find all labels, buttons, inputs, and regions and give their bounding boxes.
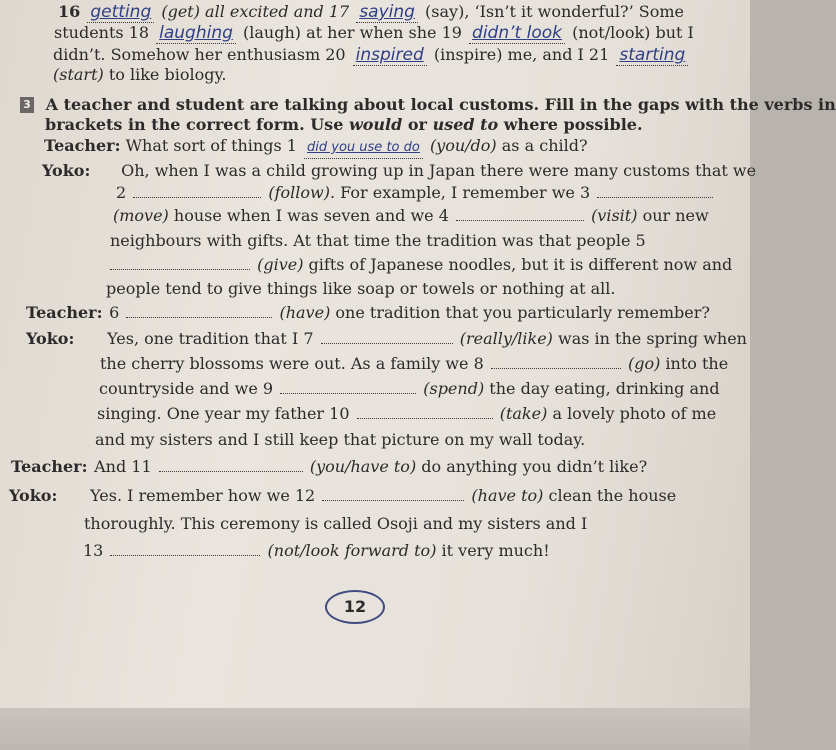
dialogue-line: [11, 457, 647, 477]
text: people tend to give things like soap or towels or nothing at all.: [106, 279, 616, 298]
exercise-instructions-line-2: [45, 115, 643, 135]
dialogue-line: [108, 255, 732, 275]
dialogue-line: [99, 379, 720, 399]
text: clean the house: [548, 486, 677, 505]
dialogue-line: [42, 161, 756, 181]
answer-gap[interactable]: [456, 207, 584, 221]
answer-gap[interactable]: [159, 458, 303, 472]
prev-exercise-line-2: [54, 23, 694, 44]
handwritten-answer[interactable]: getting: [87, 2, 154, 23]
instructions-keyword: would: [348, 115, 403, 134]
dialogue-line: [116, 183, 715, 203]
verb-hint: (move): [113, 206, 169, 225]
dialogue-line: [100, 354, 728, 374]
text: students 18: [54, 23, 150, 42]
verb-hint: (go): [627, 354, 661, 373]
answer-gap[interactable]: [133, 184, 261, 198]
answer-gap[interactable]: [357, 405, 493, 419]
dialogue-line: [106, 279, 616, 299]
instructions-keyword: used to: [432, 115, 499, 134]
instructions-text: where possible.: [503, 115, 643, 134]
text: And 11: [94, 457, 152, 476]
instructions-text: or: [407, 115, 427, 134]
verb-hint: (you/do): [429, 136, 497, 155]
answer-gap[interactable]: [280, 380, 416, 394]
instructions-text: A teacher and student are talking about local customs. Fill in the gaps with the verbs in: [45, 95, 836, 114]
page-number: 12: [325, 590, 385, 624]
text: our new: [642, 206, 709, 225]
prev-exercise-line-1: [58, 2, 684, 23]
gap-number: 2: [116, 183, 127, 202]
answer-gap[interactable]: [110, 256, 250, 270]
handwritten-answer[interactable]: inspired: [353, 45, 427, 66]
text: (not/look) but I: [572, 23, 694, 42]
answer-gap[interactable]: [110, 542, 260, 556]
answer-gap[interactable]: [491, 355, 621, 369]
answer-gap[interactable]: [321, 330, 453, 344]
answer-gap[interactable]: [126, 304, 272, 318]
speaker-yoko: Yoko:: [9, 486, 58, 505]
text: (laugh) at her when she 19: [243, 23, 462, 42]
dialogue-line: [9, 486, 676, 506]
text: house when I was seven and we 4: [173, 206, 449, 225]
text: What sort of things 1: [125, 136, 297, 155]
exercise-instructions-line-1: [20, 95, 836, 115]
verb-hint: (have to): [471, 486, 544, 505]
handwritten-answer[interactable]: laughing: [156, 23, 236, 44]
text: Oh, when I was a child growing up in Japan there were many customs that we: [121, 161, 757, 180]
dialogue-line: [95, 430, 585, 450]
text: neighbours with gifts. At that time the tradition was that people 5: [110, 231, 646, 250]
text: countryside and we 9: [99, 379, 274, 398]
handwritten-answer[interactable]: did you use to do: [304, 138, 423, 159]
dialogue-line: [97, 404, 716, 424]
text: do anything you didn’t like?: [421, 457, 648, 476]
text: didn’t. Somehow her enthusiasm 20: [53, 45, 346, 64]
text: Yes, one tradition that I 7: [107, 329, 314, 348]
text: For example, I remember we 3: [340, 183, 591, 202]
verb-hint: (spend): [423, 379, 485, 398]
page-shadow-edge: [0, 708, 750, 750]
verb-hint: (really/like): [459, 329, 553, 348]
text: (inspire) me, and I 21: [433, 45, 610, 64]
text: one tradition that you particularly remember?: [335, 303, 710, 322]
verb-hint: (visit): [591, 206, 638, 225]
speaker-yoko: Yoko:: [42, 161, 91, 180]
text: gifts of Japanese noodles, but it is different now and: [308, 255, 733, 274]
verb-hint: (start): [53, 65, 104, 84]
dialogue-line: [26, 329, 747, 349]
speaker-teacher: Teacher:: [11, 457, 88, 476]
text: into the: [665, 354, 729, 373]
item-number: 16: [58, 2, 81, 21]
speaker-yoko: Yoko:: [26, 329, 75, 348]
text: thoroughly. This ceremony is called Osoji and my sisters and I: [84, 514, 588, 533]
handwritten-answer[interactable]: saying: [356, 2, 418, 23]
verb-hint: (not/look forward to): [267, 541, 437, 560]
dialogue-line: [44, 136, 588, 159]
speaker-teacher: Teacher:: [44, 136, 121, 155]
text: a lovely photo of me: [552, 404, 717, 423]
answer-gap[interactable]: [322, 487, 464, 501]
gap-number: 13: [83, 541, 104, 560]
text: the cherry blossoms were out. As a family we 8: [100, 354, 484, 373]
prev-exercise-line-4: [53, 65, 226, 85]
text: it very much!: [441, 541, 550, 560]
text: (say), ‘Isn’t it wonderful?’ Some: [425, 2, 684, 21]
dialogue-line: [84, 514, 587, 534]
handwritten-answer[interactable]: didn’t look: [469, 23, 565, 44]
prev-exercise-line-3: [53, 45, 690, 66]
dialogue-line: [110, 231, 646, 251]
text: to like biology.: [108, 65, 227, 84]
speaker-teacher: Teacher:: [26, 303, 103, 322]
answer-gap[interactable]: [597, 184, 713, 198]
gap-number: 6: [109, 303, 120, 322]
exercise-number-badge: 3: [20, 97, 34, 113]
text: Yes. I remember how we 12: [90, 486, 316, 505]
text: was in the spring when: [558, 329, 747, 348]
text: and my sisters and I still keep that picture on my wall today.: [95, 430, 586, 449]
dialogue-line: [83, 541, 550, 561]
verb-hint: (you/have to): [309, 457, 417, 476]
verb-hint: (follow).: [268, 183, 336, 202]
handwritten-answer[interactable]: starting: [616, 45, 688, 66]
text: the day eating, drinking and: [489, 379, 720, 398]
text: as a child?: [501, 136, 588, 155]
dialogue-line: [113, 206, 709, 226]
verb-hint: (get) all excited and 17: [161, 2, 350, 21]
verb-hint: (have): [279, 303, 331, 322]
text: singing. One year my father 10: [97, 404, 350, 423]
verb-hint: (take): [499, 404, 548, 423]
dialogue-line: [26, 303, 710, 323]
verb-hint: (give): [257, 255, 304, 274]
instructions-text: brackets in the correct form. Use: [45, 115, 344, 134]
